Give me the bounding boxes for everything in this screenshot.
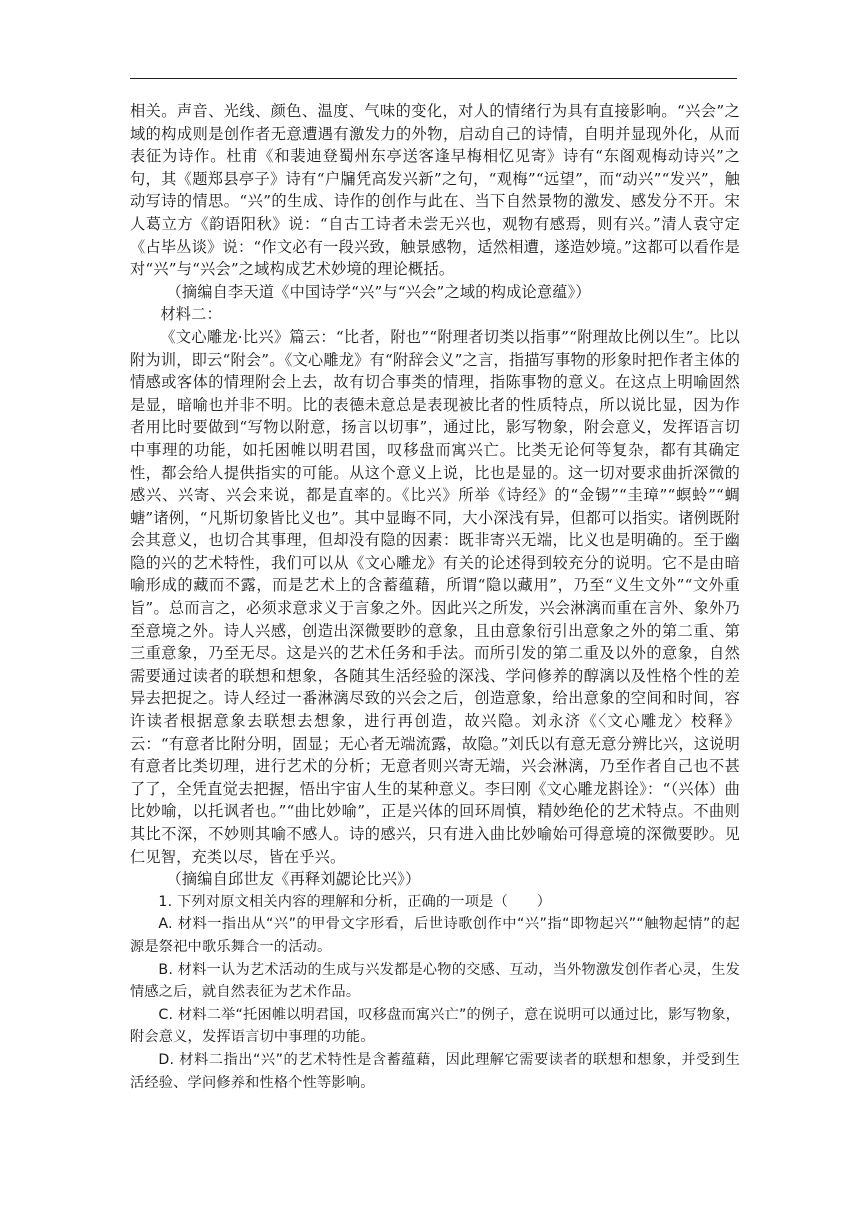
material-two-label: 材料二： <box>160 305 222 324</box>
header-rule <box>130 78 737 79</box>
question-1 <box>130 891 740 1094</box>
material-one-paragraph: 相关。声音、光线、颜色、温度、气味的变化，对人的情绪行为具有直接影响。“兴会”之域的构成则是创作者无意遭遇有激发力的外物，启动自己的诗情，自明并显现外化，从而表征为诗作。杜甫《和裴迪登蜀州东亭送客逢早梅相忆见寄》诗有“东阁观梅动诗兴”之句，其《题郑县亭子》诗有“户牖凭高发兴新”之句，“观梅”“远望”，而“动兴”“发兴”，触动写诗的情思。“兴”的生成、诗作的创作与此在、当下自然景物的激发、感发分不开。宋人葛立方《韵语阳秋》说：“自古工诗者未尝无兴也，观物有感焉，则有兴。”清人袁守定《占毕丛谈》说：“作文必有一段兴致，触景感物，适然相遭，遂造妙境。”这都可以看作是对“兴”与“兴会”之域构成艺术妙境的理论概括。 <box>130 102 740 279</box>
option-d[interactable]: D. 材料二指出“兴”的艺术特性是含蓄蕴藉，因此理解它需要读者的联想和想象，并受到生活经验、学问修养和性格个性等影响。 <box>130 1051 740 1091</box>
material-one-source: （摘编自李天道《中国诗学“兴”与“兴会”之域的构成论意蕴》） <box>166 282 591 301</box>
material-two-paragraph: 《文心雕龙·比兴》篇云：“比者，附也”“附理者切类以指事”“附理故比例以生”。比以附为训，即云“附会”。《文心雕龙》有“附辞会义”之言，指描写事物的形象时把作者主体的情感或客体的情理附会上去，故有切合事类的情理，指陈事物的意义。在这点上明喻固然是显，暗喻也并非不明。比的表德未意总是表现被比者的性质特点，所以说比显，因为作者用比时要做到“写物以附意，扬言以切事”，通过比，影写物象，附会意义，发挥语言切中事理的功能，如托困帷以明君国，叹移盘而寓兴亡。比类无论何等复杂，都有其确定性，都会给人提供指实的可能。从这个意义上说，比也是显的。这一切对要求曲折深微的感兴、兴寄、兴会来说，都是直率的。《比兴》所举《诗经》的“金锡”“圭璋”“螟蛉”“蜩螗”诸例，“凡斯切象皆比义也”。其中显晦不同，大小深浅有异，但都可以指实。诸例既附会其意义，也切合其事理，但却没有隐的因素：既非寄兴无端，比义也是明确的。至于幽隐的兴的艺术特性，我们可以从《文心雕龙》有关的论述得到较充分的说明。它不是由暗喻形成的藏而不露，而是艺术上的含蓄蕴藉，所谓“隐以藏用”，乃至“义生文外”“文外重旨”。总而言之，必须求意求义于言象之外。因此兴之所发，兴会淋漓而重在言外、象外乃至意境之外。诗人兴感，创造出深微要眇的意象，且由意象衍引出意象之外的第二重、第三重意象，乃至无尽。这是兴的艺术任务和手法。而所引发的第二重及以外的意象，自然需要通过读者的联想和想象，各随其生活经验的深浅、学问修养的醇漓以及性格个性的差异去把捉之。诗人经过一番淋漓尽致的兴会之后，创造意象，给出意象的空间和时间，容许读者根据意象去联想去想象，进行再创造，故兴隐。刘永济《〈文心雕龙〉校释》云：“有意者比附分明，固显；无心者无端流露，故隐。”刘氏以有意无意分辨比兴，这说明有意者比类切理，进行艺术的分析；无意者则兴寄无端，兴会淋漓，乃至作者自己也不甚了了，全凭直觉去把握，悟出宇宙人生的某种意义。李曰刚《文心雕龙斟诠》：“（兴体）曲比妙喻，以托讽者也。”“曲比妙喻”，正是兴体的回环周慎，精妙绝伦的艺术特点。不曲则其比不深，不妙则其喻不感人。诗的感兴，只有进入曲比妙喻始可得意境的深微要眇。见仁见智，充类以尽，皆在乎兴。 <box>130 327 740 866</box>
question-stem: 1. 下列对原文相关内容的理解和分析，正确的一项是（ ） <box>158 893 552 910</box>
document-body <box>130 100 740 1094</box>
option-a[interactable]: A. 材料一指出从“兴”的甲骨文字形看，后世诗歌创作中“兴”指“即物起兴”“触物起情”的起源是祭祀中歌乐舞合一的活动。 <box>130 916 740 955</box>
option-b[interactable]: B. 材料一认为艺术活动的生成与兴发都是心物的交感、互动，当外物激发创作者心灵，生发情感之后，就自然表征为艺术作品。 <box>130 961 740 1001</box>
option-c[interactable]: C. 材料二举“托困帷以明君国，叹移盘而寓兴亡”的例子，意在说明可以通过比，影写物象，附会意义，发挥语言切中事理的功能。 <box>130 1006 740 1046</box>
material-two-source: （摘编自邱世友《再释刘勰论比兴》） <box>166 870 421 889</box>
